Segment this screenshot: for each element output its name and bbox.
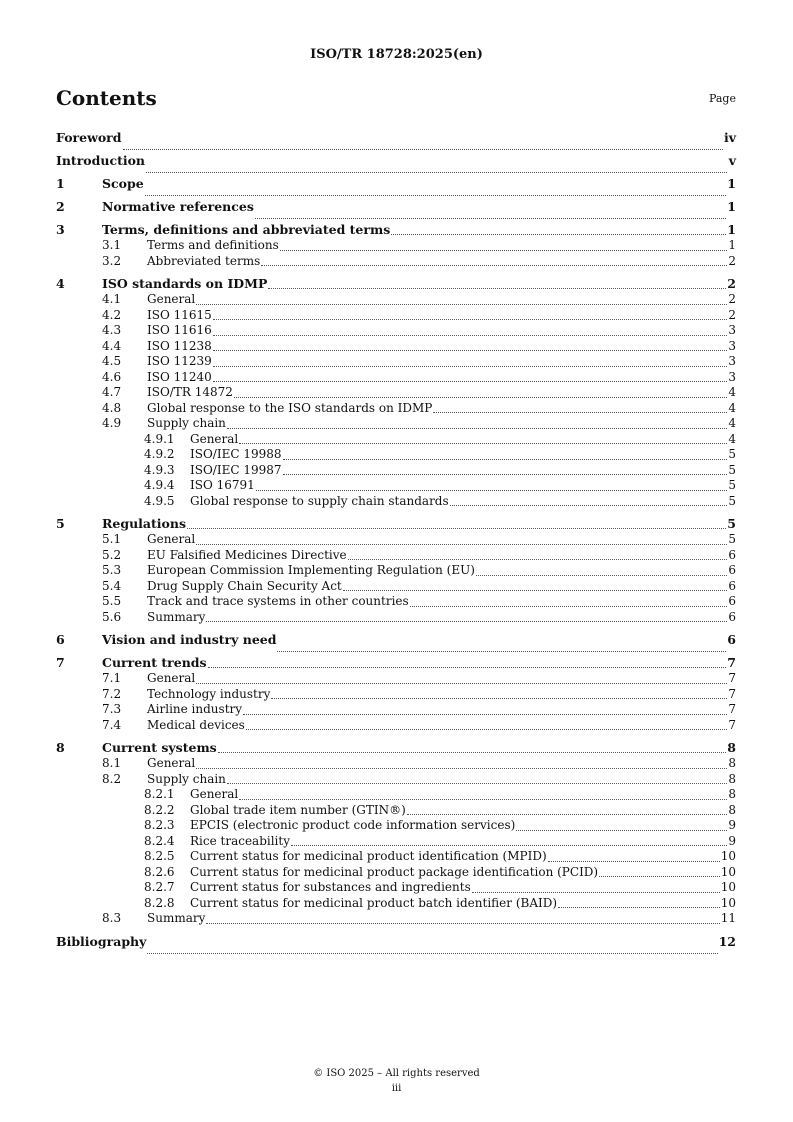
leader-dots [196, 682, 727, 684]
leader-dots [599, 875, 720, 877]
leader-dots [206, 620, 727, 622]
toc-entry-4-1[interactable] [56, 292, 736, 308]
toc-entry-8-2-6[interactable] [56, 865, 736, 881]
toc-page: 3 [728, 323, 736, 337]
toc-entry-4-8[interactable] [56, 401, 736, 417]
page-footer [0, 1066, 793, 1096]
document-id-header: ISO/TR 18728:2025(en) [310, 47, 483, 62]
toc-entry-8-2[interactable] [56, 772, 736, 788]
toc-title: EU Falsified Medicines Directive [147, 547, 347, 562]
toc-number: 7.2 [102, 686, 122, 701]
toc-entry-3-2[interactable] [56, 254, 736, 270]
leader-dots [239, 442, 727, 444]
toc-page: 5 [728, 462, 736, 477]
leader-dots [123, 148, 723, 150]
toc-title: Global response to supply chain standards [190, 493, 449, 508]
leader-dots [208, 666, 727, 668]
toc-title: Airline industry [147, 702, 243, 716]
toc-entry-7-2[interactable] [56, 687, 736, 703]
toc-number: 8.2 [102, 771, 122, 786]
toc-entry-5-3[interactable] [56, 563, 736, 579]
toc-number: 6 [56, 632, 65, 647]
toc-number: 8.2.3 [144, 818, 175, 832]
toc-number: 3.1 [102, 238, 122, 252]
leader-dots [516, 829, 727, 831]
toc-entry-5-1[interactable] [56, 532, 736, 548]
toc-title: Global trade item number (GTIN®) [190, 802, 406, 817]
leader-dots [476, 574, 727, 576]
leader-dots [472, 891, 720, 893]
toc-page: 4 [728, 431, 736, 446]
toc-page: 6 [728, 578, 736, 593]
toc-page: 1 [727, 222, 736, 237]
leader-dots [146, 171, 727, 173]
toc-title: General [147, 756, 196, 770]
toc-entry-7[interactable] [56, 655, 736, 671]
toc-number: 7 [56, 655, 65, 670]
toc-number: 4.9.4 [144, 478, 175, 492]
toc-number: 4.7 [102, 385, 122, 399]
toc-number: 4.4 [102, 338, 122, 353]
toc-title: Scope [102, 176, 144, 191]
toc-page: 5 [728, 447, 736, 461]
leader-dots [407, 813, 727, 815]
toc-page: 2 [727, 276, 736, 291]
toc-page: 12 [718, 933, 736, 949]
toc-number: 4.9.2 [144, 447, 175, 461]
toc-title: ISO/IEC 19988 [190, 447, 282, 461]
toc-title: Current status for medicinal product batch identifier (BAID) [190, 895, 558, 910]
page-column-label: Page [708, 92, 736, 105]
toc-page: 7 [727, 655, 736, 670]
copyright-notice: © ISO 2025 – All rights reserved [313, 1068, 480, 1079]
leader-dots [196, 303, 727, 305]
toc-number: 8.3 [102, 911, 122, 925]
leader-dots [243, 713, 727, 715]
toc-entry-4-9-5[interactable] [56, 494, 736, 510]
toc-page: 3 [728, 354, 736, 368]
toc-title: ISO 11616 [147, 323, 212, 337]
toc-page: 6 [727, 632, 736, 647]
toc-title: Current status for medicinal product identification (MPID) [190, 849, 547, 863]
toc-page: 10 [720, 880, 736, 894]
leader-dots [239, 798, 727, 800]
toc-page: 6 [728, 609, 736, 624]
leader-dots [410, 605, 727, 607]
toc-page: 1 [727, 176, 736, 191]
toc-entry-8-2-4[interactable] [56, 834, 736, 850]
toc-title: ISO 11240 [147, 369, 212, 384]
leader-dots [213, 349, 727, 351]
leader-dots [391, 233, 726, 235]
toc-number: 8.2.7 [144, 880, 175, 894]
toc-entry-6[interactable] [56, 632, 736, 655]
toc-entry-1[interactable] [56, 176, 736, 199]
toc-title: Terms, definitions and abbreviated terms [102, 222, 391, 237]
toc-page: v [728, 153, 736, 168]
toc-number: 5.3 [102, 563, 122, 577]
toc-number: 8.2.8 [144, 895, 175, 910]
toc-number: 4.1 [102, 292, 122, 306]
toc-entry-8-2-2[interactable] [56, 803, 736, 819]
toc-number: 4.3 [102, 323, 122, 337]
toc-page: 10 [720, 864, 736, 879]
toc-number: 2 [56, 199, 65, 214]
toc-page: 6 [728, 563, 736, 577]
toc-number: 5.1 [102, 532, 122, 546]
leader-dots [213, 318, 727, 320]
toc-entry-7-1[interactable] [56, 671, 736, 687]
toc-title: Regulations [102, 516, 187, 531]
leader-dots [283, 473, 727, 475]
toc-page: 5 [728, 532, 736, 546]
toc-title: Bibliography [56, 933, 147, 949]
page-number: iii [391, 1083, 402, 1094]
toc-page: 2 [728, 307, 736, 322]
leader-dots [548, 860, 720, 862]
toc-title: Drug Supply Chain Security Act [147, 578, 342, 593]
toc-entry-8-2-5[interactable] [56, 849, 736, 865]
toc-number: 8.2.6 [144, 864, 175, 879]
toc-page: 4 [728, 400, 736, 415]
toc-entry-4-5[interactable] [56, 354, 736, 370]
toc-page: 7 [728, 702, 736, 716]
leader-dots [145, 194, 727, 196]
toc-entry-foreword[interactable] [56, 130, 736, 153]
toc-page: 2 [728, 292, 736, 306]
toc-title: General [190, 431, 239, 446]
toc-title: European Commission Implementing Regulation (EU) [147, 563, 475, 577]
toc-title: Introduction [56, 153, 146, 168]
toc-number: 8.2.4 [144, 833, 175, 848]
toc-page: 8 [728, 802, 736, 817]
leader-dots [234, 396, 727, 398]
toc-number: 7.3 [102, 702, 122, 716]
toc-entry-7-3[interactable] [56, 702, 736, 718]
toc-page: 3 [728, 369, 736, 384]
toc-page: 8 [728, 756, 736, 770]
toc-title: General [190, 787, 239, 801]
toc-number: 4.8 [102, 400, 122, 415]
page-title: Contents [56, 86, 157, 110]
toc-page: 8 [727, 740, 736, 755]
toc-page: 8 [728, 771, 736, 786]
toc-entry-4-3[interactable] [56, 323, 736, 339]
toc-page: 11 [720, 911, 736, 925]
leader-dots [291, 844, 727, 846]
leader-dots [246, 728, 727, 730]
toc-entry-5-4[interactable] [56, 579, 736, 595]
leader-dots [433, 411, 727, 413]
toc-number: 8 [56, 740, 65, 755]
toc-number: 8.1 [102, 756, 122, 770]
leader-dots [450, 504, 727, 506]
toc-page: 4 [728, 416, 736, 430]
leader-dots [147, 952, 717, 954]
leader-dots [255, 217, 726, 219]
toc-page: 7 [728, 717, 736, 732]
leader-dots [343, 589, 727, 591]
toc-title: ISO 16791 [190, 478, 255, 492]
toc-entry-5-6[interactable] [56, 610, 736, 626]
leader-dots [196, 767, 727, 769]
toc-page: 1 [728, 238, 736, 252]
leader-dots [213, 365, 727, 367]
toc-number: 8.2.5 [144, 849, 175, 863]
toc-page: 1 [727, 199, 736, 214]
leader-dots [268, 287, 726, 289]
leader-dots [213, 334, 727, 336]
toc-page: 8 [728, 787, 736, 801]
toc-entry-7-4[interactable] [56, 718, 736, 734]
toc-entry-4-4[interactable] [56, 339, 736, 355]
toc-number: 4.9.5 [144, 493, 175, 508]
toc-number: 5.4 [102, 578, 122, 593]
leader-dots [283, 458, 727, 460]
toc-page: 9 [728, 818, 736, 832]
toc-entry-3-1[interactable] [56, 238, 736, 254]
toc-entry-4-9-1[interactable] [56, 432, 736, 448]
toc-title: ISO/TR 14872 [147, 385, 233, 399]
toc-title: ISO 11239 [147, 354, 212, 368]
toc-page: 3 [728, 338, 736, 353]
toc-title: Current status for medicinal product package identification (PCID) [190, 864, 599, 879]
toc-title: General [147, 671, 196, 685]
toc-number: 4.5 [102, 354, 122, 368]
toc-entry-8-2-7[interactable] [56, 880, 736, 896]
toc-title: Vision and industry need [102, 632, 277, 647]
leader-dots [256, 489, 727, 491]
toc-number: 4.2 [102, 307, 122, 322]
toc-title: EPCIS (electronic product code information services) [190, 818, 516, 832]
toc-number: 4.9.1 [144, 431, 175, 446]
toc-entry-4-7[interactable] [56, 385, 736, 401]
toc-page: 10 [720, 849, 736, 863]
toc-title: ISO standards on IDMP [102, 276, 268, 291]
toc-entry-bibliography[interactable] [56, 934, 736, 957]
toc-title: Normative references [102, 199, 254, 214]
toc-title: Summary [147, 609, 206, 624]
toc-page: 6 [728, 547, 736, 562]
toc-number: 5.6 [102, 609, 122, 624]
toc-title: Current systems [102, 740, 217, 755]
toc-entry-5-2[interactable] [56, 548, 736, 564]
toc-number: 4.9 [102, 416, 122, 430]
toc-number: 8.2.2 [144, 802, 175, 817]
table-of-contents [56, 130, 736, 957]
leader-dots [277, 650, 726, 652]
toc-entry-5[interactable] [56, 516, 736, 532]
toc-entry-introduction[interactable] [56, 153, 736, 176]
toc-number: 7.1 [102, 671, 122, 685]
toc-number: 5 [56, 516, 65, 531]
toc-title: ISO 11615 [147, 307, 212, 322]
leader-dots [213, 380, 727, 382]
toc-title: ISO/IEC 19987 [190, 462, 282, 477]
toc-page: 7 [728, 686, 736, 701]
leader-dots [558, 906, 720, 908]
toc-entry-4-9-4[interactable] [56, 478, 736, 494]
leader-dots [227, 782, 727, 784]
toc-title: Track and trace systems in other countries [147, 594, 409, 608]
toc-number: 5.5 [102, 594, 122, 608]
leader-dots [187, 527, 726, 529]
toc-title: Global response to the ISO standards on IDMP [147, 400, 433, 415]
leader-dots [271, 697, 727, 699]
toc-entry-4[interactable] [56, 276, 736, 292]
toc-page: 7 [728, 671, 736, 685]
toc-title: Technology industry [147, 686, 271, 701]
toc-title: Supply chain [147, 416, 226, 430]
leader-dots [218, 751, 727, 753]
toc-number: 1 [56, 176, 65, 191]
leader-dots [280, 249, 727, 251]
toc-title: Abbreviated terms [147, 253, 261, 268]
toc-number: 8.2.1 [144, 787, 175, 801]
toc-title: Terms and definitions [147, 238, 279, 252]
toc-entry-8-3[interactable] [56, 911, 736, 927]
toc-number: 5.2 [102, 547, 122, 562]
toc-page: 6 [728, 594, 736, 608]
toc-number: 4.9.3 [144, 462, 175, 477]
toc-entry-3[interactable] [56, 222, 736, 238]
toc-entry-8-2-8[interactable] [56, 896, 736, 912]
toc-page: 9 [728, 833, 736, 848]
toc-page: 5 [728, 478, 736, 492]
toc-title: General [147, 532, 196, 546]
toc-title: Medical devices [147, 717, 245, 732]
toc-entry-8[interactable] [56, 740, 736, 756]
toc-title: General [147, 292, 196, 306]
toc-number: 3 [56, 222, 65, 237]
toc-page: 2 [728, 253, 736, 268]
toc-entry-2[interactable] [56, 199, 736, 222]
toc-entry-4-9[interactable] [56, 416, 736, 432]
leader-dots [261, 264, 727, 266]
toc-number: 3.2 [102, 253, 122, 268]
toc-entry-5-5[interactable] [56, 594, 736, 610]
toc-entry-4-9-2[interactable] [56, 447, 736, 463]
toc-title: Current trends [102, 655, 207, 670]
leader-dots [196, 543, 727, 545]
toc-title: ISO 11238 [147, 338, 212, 353]
toc-page: 5 [727, 516, 736, 531]
leader-dots [348, 558, 727, 560]
toc-title: Current status for substances and ingredients [190, 880, 471, 894]
toc-entry-4-6[interactable] [56, 370, 736, 386]
toc-page: 10 [720, 895, 736, 910]
toc-number: 4 [56, 276, 65, 291]
toc-entry-8-1[interactable] [56, 756, 736, 772]
toc-title: Rice traceability [190, 833, 290, 848]
toc-page: iv [723, 130, 736, 145]
toc-title: Summary [147, 911, 206, 925]
toc-entry-8-2-3[interactable] [56, 818, 736, 834]
toc-page: 5 [728, 493, 736, 508]
toc-page: 4 [728, 385, 736, 399]
toc-number: 4.6 [102, 369, 122, 384]
toc-entry-8-2-1[interactable] [56, 787, 736, 803]
toc-entry-4-2[interactable] [56, 308, 736, 324]
toc-title: Foreword [56, 130, 122, 145]
leader-dots [206, 922, 719, 924]
toc-entry-4-9-3[interactable] [56, 463, 736, 479]
leader-dots [227, 427, 727, 429]
toc-title: Supply chain [147, 771, 226, 786]
toc-number: 7.4 [102, 717, 122, 732]
